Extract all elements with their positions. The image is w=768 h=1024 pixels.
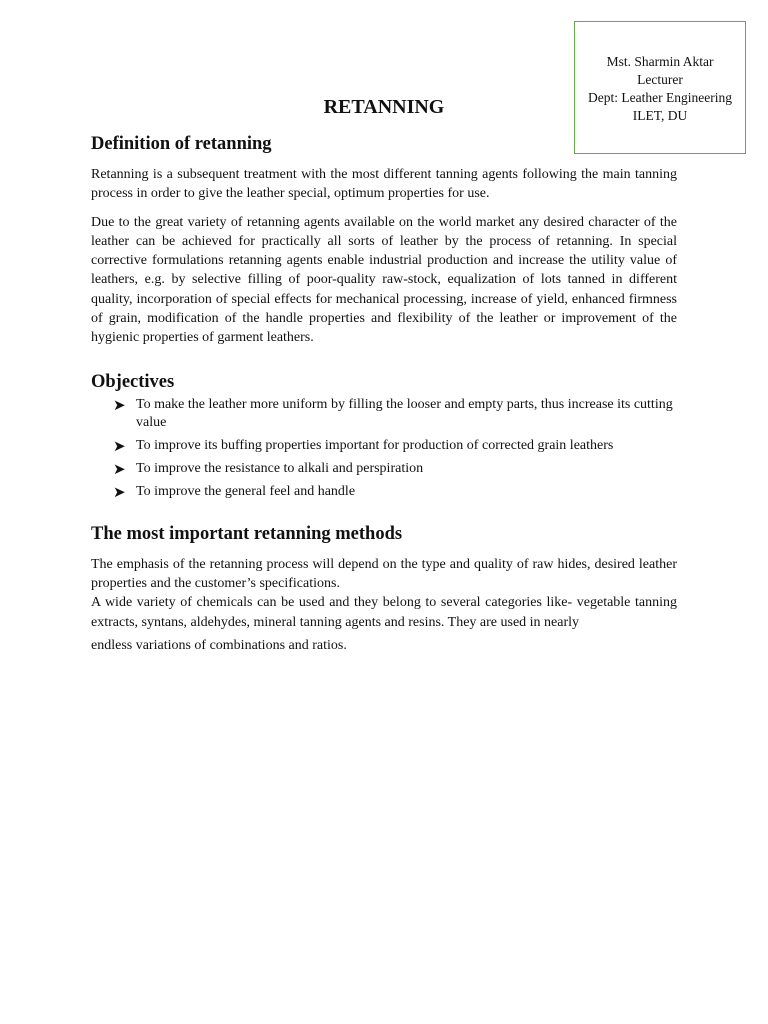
author-name: Mst. Sharmin Aktar <box>606 54 714 69</box>
author-institute: ILET, DU <box>632 108 688 123</box>
objective-text: To improve the resistance to alkali and perspiration <box>136 460 424 476</box>
author-position: Lecturer <box>637 72 683 87</box>
definition-paragraph-1: Retanning is a subsequent treatment with the most different tanning agents following the main tanning process in order to give the leather special, optimum properties for use. <box>91 167 677 202</box>
methods-paragraph-2-end <box>91 632 677 659</box>
objective-text: To improve its buffing properties important for production of corrected grain leathers <box>136 437 614 453</box>
objective-item <box>91 460 677 478</box>
arrowhead-bullet-icon: ➤ <box>113 436 126 455</box>
objectives-heading: Objectives <box>91 371 175 392</box>
page-title: RETANNING <box>323 96 445 118</box>
document-body <box>91 132 677 659</box>
definition-paragraph-2: Due to the great variety of retanning agents available on the world market any desired character of the leather can be achieved for practically all sorts of leather by the process of retanning. In special corrective formulations retanning agents enable industrial production and increase the utility value of leathers, e.g. by selective filling of poor-quality raw-stock, equalization of lots tanned in different quality, incorporation of special effects for mechanical processing, increase of yield, enhanced firmness of grain, modification of the handle properties and flexibility of the leather or improvement of the hygienic properties of garment leathers. <box>91 214 677 346</box>
methods-paragraph-2 <box>91 593 677 632</box>
methods-paragraph-2-line-1: A wide variety of chemicals can be used and they belong to several categories like- vegetable tanning extracts, syntans, aldehydes, mineral tanning agents and resins. They are used in nearly <box>91 595 677 630</box>
definition-heading: Definition of retanning <box>91 134 272 154</box>
arrowhead-bullet-icon: ➤ <box>113 395 126 414</box>
arrowhead-bullet-icon: ➤ <box>113 482 126 501</box>
arrowhead-bullet-icon: ➤ <box>113 459 126 478</box>
objectives-list <box>91 396 677 501</box>
objective-item <box>91 396 677 432</box>
methods-heading: The most important retanning methods <box>91 523 403 544</box>
objective-item <box>91 437 677 455</box>
objective-item <box>91 483 677 501</box>
objective-text: To improve the general feel and handle <box>136 483 356 499</box>
author-department: Dept: Leather Engineering <box>588 90 732 105</box>
methods-paragraph-2-line-2: endless variations of combinations and ratios. <box>91 637 347 653</box>
methods-paragraph-1: The emphasis of the retanning process will depend on the type and quality of raw hides, desired leather properties and the customer’s specifications. <box>91 556 677 591</box>
objective-text: To make the leather more uniform by filling the looser and empty parts, thus increase its cutting value <box>136 396 673 430</box>
